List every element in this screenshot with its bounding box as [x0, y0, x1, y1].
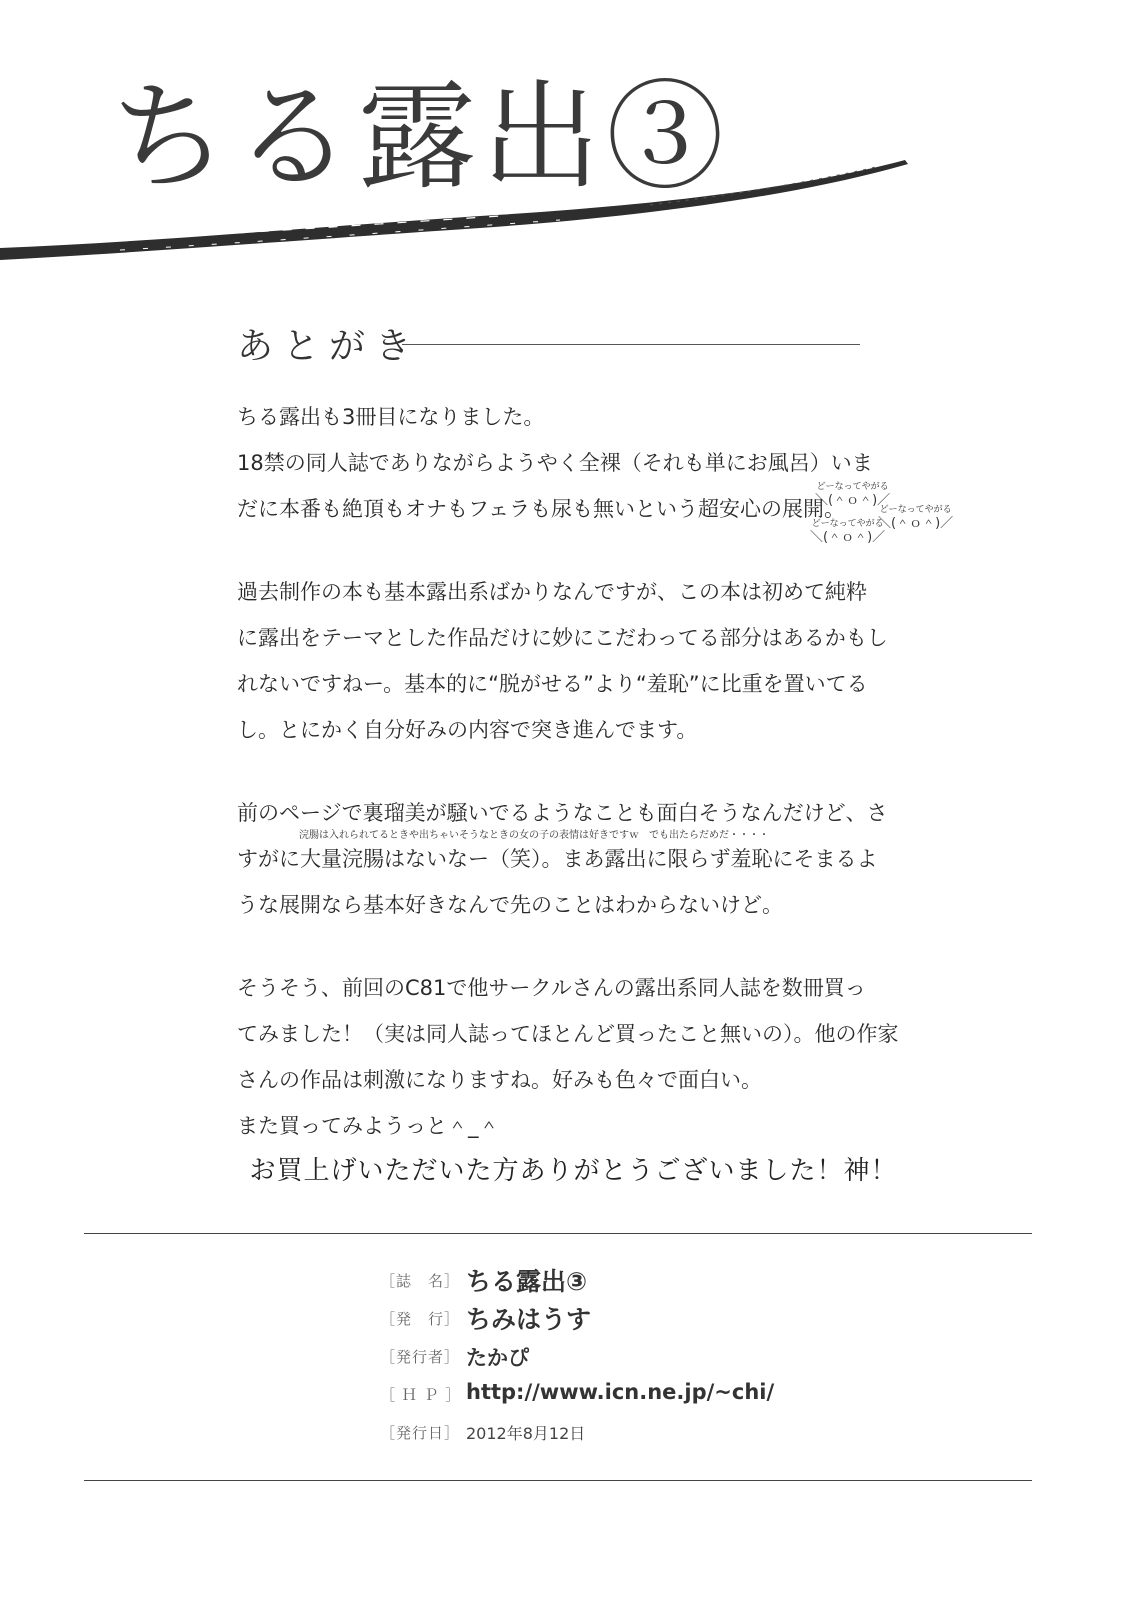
thanks-message: お買上げいただいた方ありがとうございました！神！ [249, 1156, 898, 1186]
text-line: 過去制作の本も基本露出系ばかりなんですが、この本は初めて純粋 [237, 580, 867, 604]
ruby-annotation: 浣腸は入れられてるときや出ちゃいそうなときの女の子の表情は好きですｗ でも出たらだめだ・・・・ [299, 830, 769, 841]
colophon-label: ［誌 名］ [380, 1272, 461, 1290]
kaomoji-caption: どーなってやがる [816, 482, 889, 492]
text-line: し。とにかく自分好みの内容で突き進んでます。 [237, 718, 698, 742]
colophon-row-author [380, 1338, 900, 1376]
colophon-bottom-rule [84, 1480, 1032, 1481]
colophon-value: 2012年8月12日 [466, 1424, 586, 1443]
text-line: うな展開なら基本好きなんで先のことはわからないけど。 [237, 893, 783, 917]
text-line: また買ってみようっと＾_＾ [237, 1114, 500, 1138]
kaomoji-face: ＼(＾ｏ＾)／ [878, 516, 954, 531]
paragraph-2 [237, 569, 888, 753]
paragraph-3 [237, 790, 888, 928]
kaomoji-caption: どーなってやがる [879, 505, 952, 515]
kaomoji-face: ＼(＾ｏ＾)／ [810, 530, 886, 545]
brush-stroke-decoration [0, 150, 960, 270]
afterword-heading-row [237, 318, 862, 368]
text-line-content: すがに大量浣腸はないなー（笑）。まあ露出に限らず羞恥にそまるよ [237, 847, 878, 871]
kaomoji-face: ＼(＾ｏ＾)／ [815, 493, 891, 508]
kaomoji-caption: どーなってやがる [811, 519, 884, 529]
text-line: ちる露出も3冊目になりました。 [237, 405, 545, 429]
kaomoji-2 [878, 503, 953, 531]
colophon-row-publisher [380, 1300, 900, 1338]
text-line: さんの作品は刺激になりますね。好みも色々で面白い。 [237, 1068, 762, 1092]
afterword-body [237, 394, 899, 1186]
colophon-label: ［発行者］ [380, 1348, 461, 1366]
colophon-value: ちみはうす [466, 1305, 592, 1334]
paragraph-4 [237, 965, 899, 1149]
colophon-label: ［ Ｈ Ｐ ］ [380, 1386, 462, 1404]
text-line: 前のページで裏瑠美が騒いでるようなことも面白そうなんだけど、さ [237, 801, 888, 825]
text-line: 18禁の同人誌でありながらようやく全裸（それも単にお風呂）いま [237, 451, 873, 475]
colophon-row-date [380, 1414, 900, 1452]
colophon-value: ちる露出③ [466, 1267, 588, 1296]
afterword-heading: あとがき [237, 326, 422, 367]
colophon-top-rule [84, 1233, 1032, 1234]
text-line: そうそう、前回のC81で他サークルさんの露出系同人誌を数冊買っ [237, 976, 866, 1000]
text-line: だに本番も絶頂もオナもフェラも尿も無いという超安心の展開。 [237, 497, 845, 521]
text-line [237, 830, 878, 882]
colophon-row-title [380, 1262, 900, 1300]
colophon-value: http://www.icn.ne.jp/~chi/ [466, 1380, 775, 1404]
page-title: ちる露出③ [110, 68, 731, 206]
colophon [380, 1262, 900, 1452]
colophon-row-homepage [380, 1376, 900, 1414]
colophon-label: ［発行日］ [380, 1424, 461, 1442]
paragraph-1 [237, 394, 877, 532]
heading-rule [402, 344, 860, 345]
text-line: てみました！（実は同人誌ってほとんど買ったこと無いの）。他の作家 [237, 1022, 899, 1046]
colophon-value: たかぴ [466, 1346, 529, 1370]
text-line: に露出をテーマとした作品だけに妙にこだわってる部分はあるかもし [237, 626, 888, 650]
colophon-label: ［発 行］ [380, 1310, 461, 1328]
kaomoji-3 [810, 517, 885, 545]
text-line: れないですねー。基本的に“脱がせる”より“羞恥”に比重を置いてる [237, 672, 868, 696]
